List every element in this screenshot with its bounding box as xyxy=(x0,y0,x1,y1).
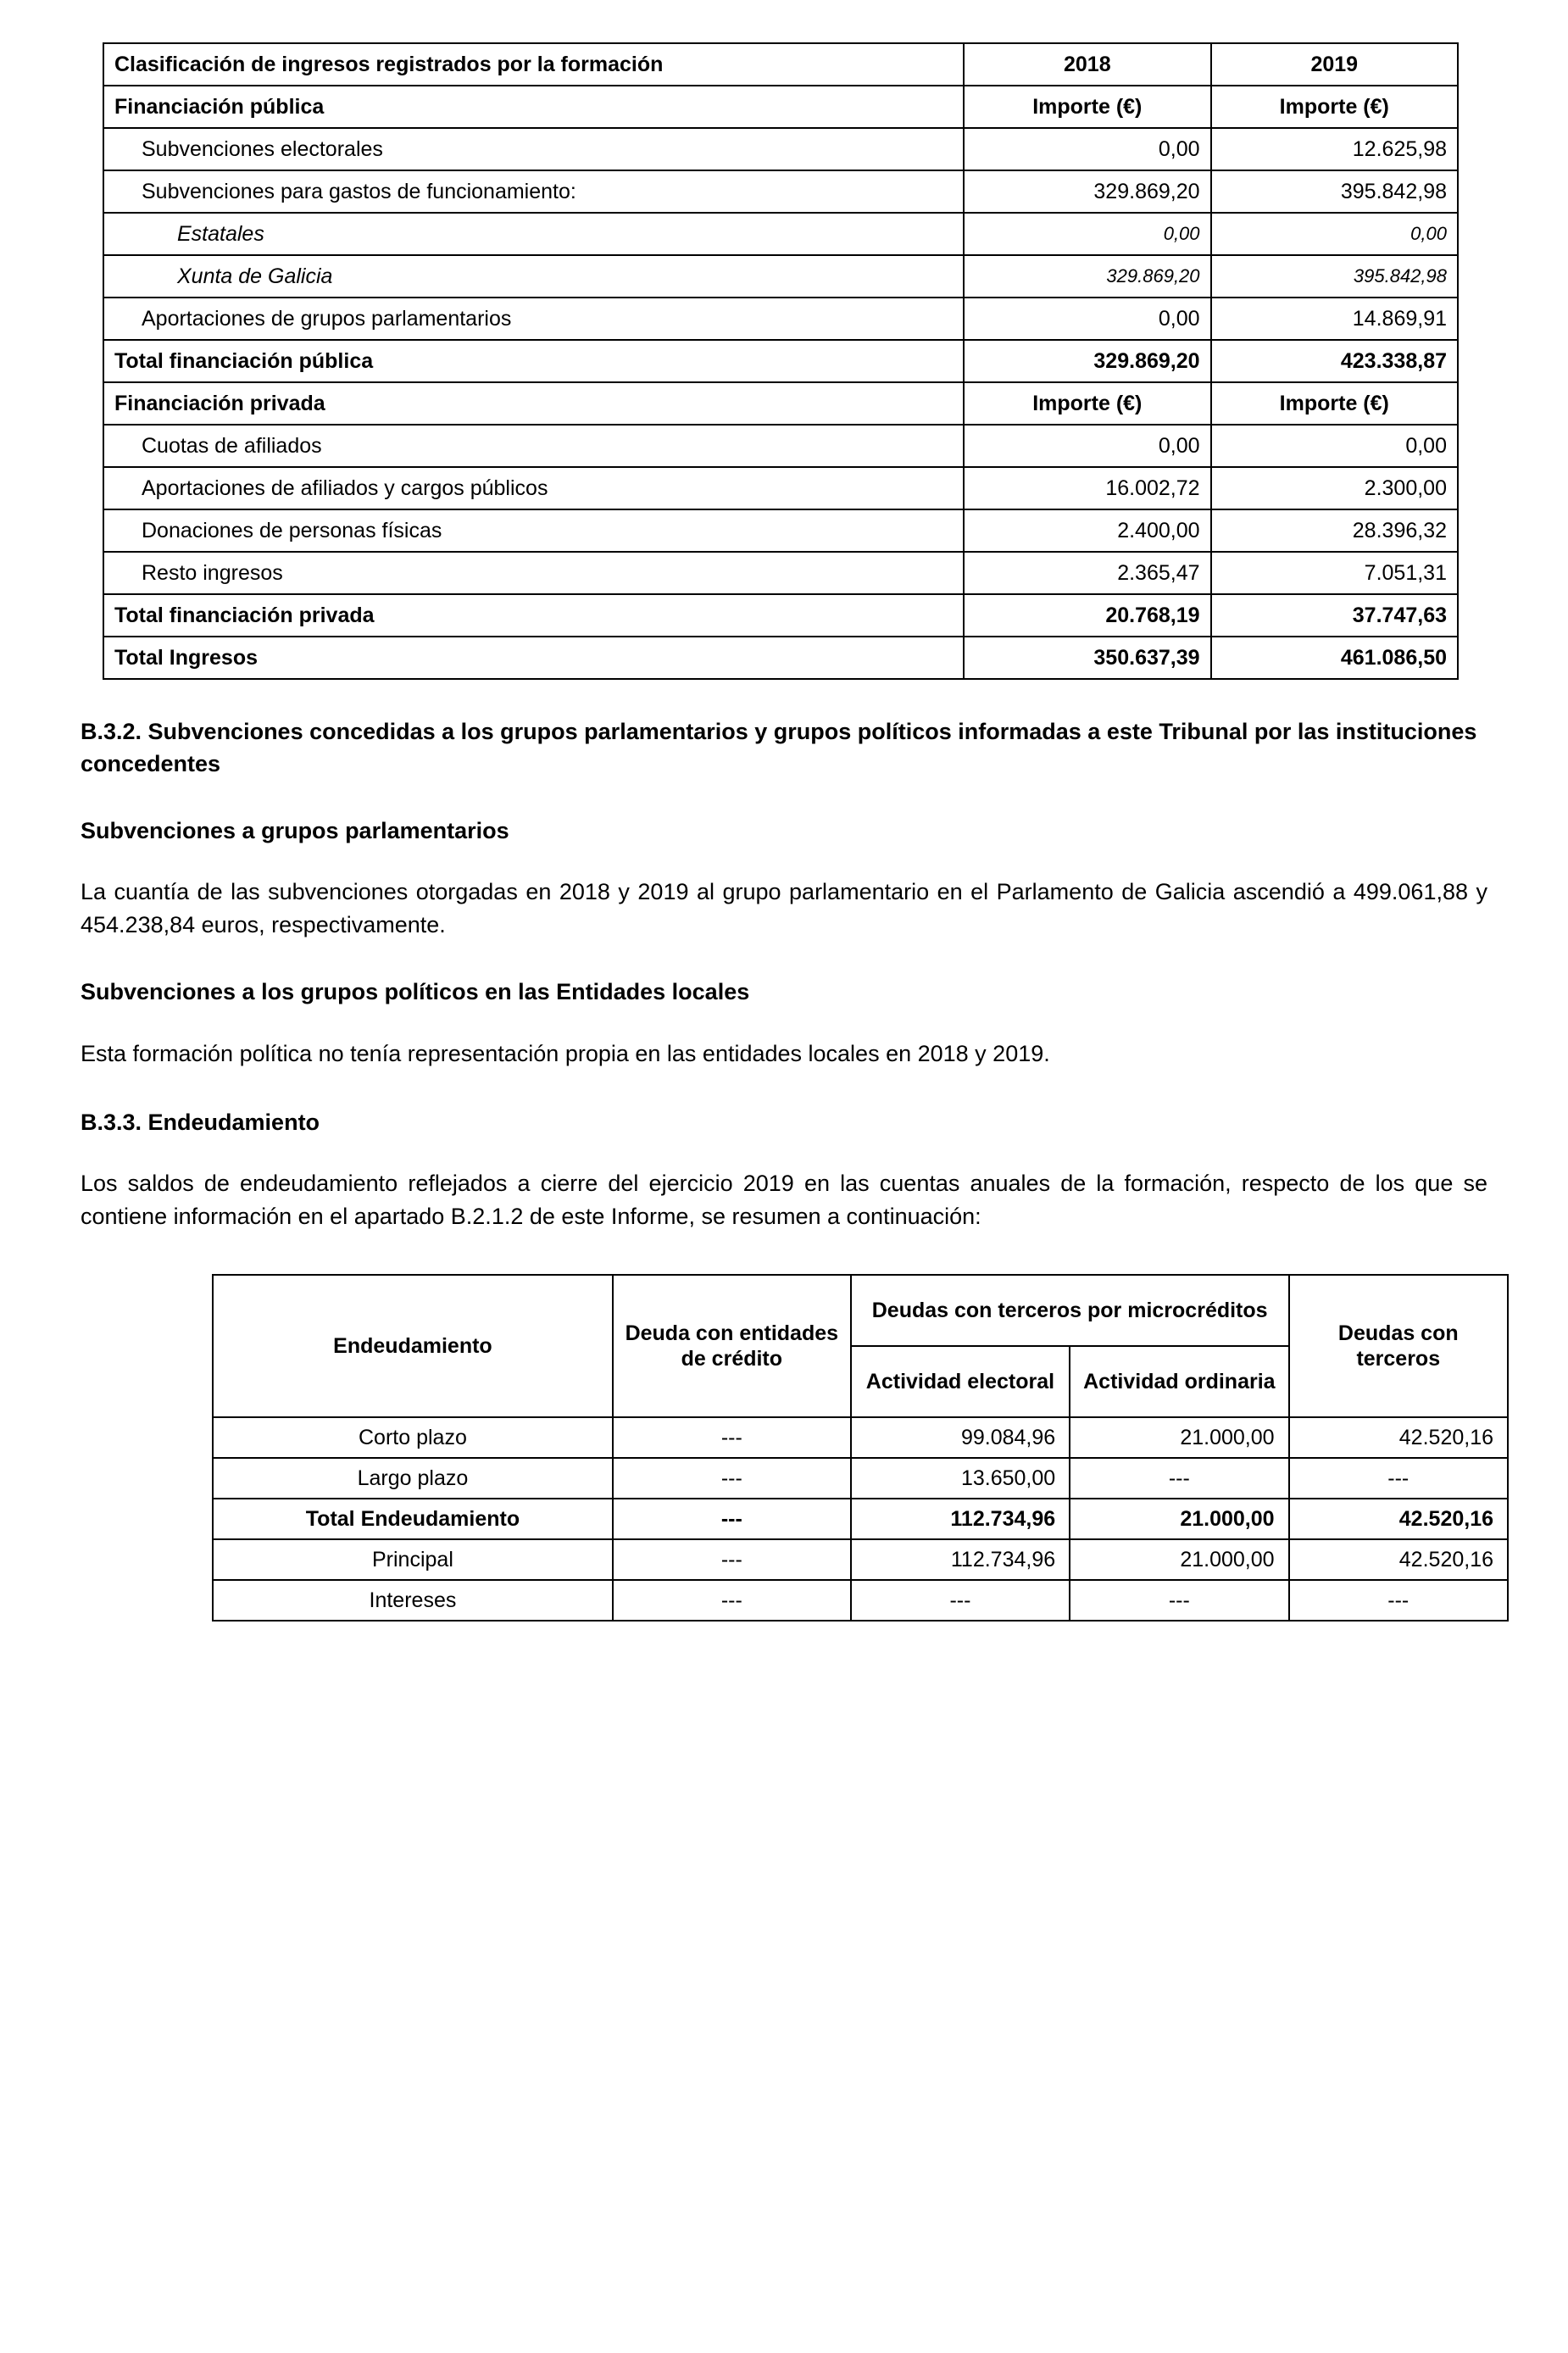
row-label: Total financiación pública xyxy=(103,340,964,382)
row-value-2018: 2.400,00 xyxy=(964,509,1210,552)
debt-header-microcreditos: Deudas con terceros por microcréditos xyxy=(851,1275,1289,1346)
row-label: Financiación pública xyxy=(103,86,964,128)
subheading-subvenciones-entidades-locales: Subvenciones a los grupos políticos en las Entidades locales xyxy=(81,979,750,1005)
table-row xyxy=(103,255,1458,298)
debt-row-label: Largo plazo xyxy=(213,1458,613,1499)
row-label: Aportaciones de afiliados y cargos públicos xyxy=(103,467,964,509)
debt-header-deudas-terceros: Deudas con terceros xyxy=(1289,1275,1508,1417)
row-label: Donaciones de personas físicas xyxy=(103,509,964,552)
row-label: Subvenciones electorales xyxy=(103,128,964,170)
table-row xyxy=(103,213,1458,255)
debt-header-endeudamiento: Endeudamiento xyxy=(213,1275,613,1417)
debt-row-label: Total Endeudamiento xyxy=(213,1499,613,1539)
row-value-2019: 37.747,63 xyxy=(1211,594,1458,637)
table-row xyxy=(213,1499,1508,1539)
debt-row-ordinaria: --- xyxy=(1070,1458,1288,1499)
row-value-2018: Importe (€) xyxy=(964,382,1210,425)
row-value-2019: 2.300,00 xyxy=(1211,467,1458,509)
debt-table-head xyxy=(213,1275,1508,1417)
income-table-header-row xyxy=(103,43,1458,86)
debt-row-ordinaria: 21.000,00 xyxy=(1070,1539,1288,1580)
paragraph-endeudamiento: Los saldos de endeudamiento reflejados a cierre del ejercicio 2019 en las cuentas anuales de la formación, respecto de los que se contiene información en el apartado B.2.1.2 de este Informe, se resumen a continuación: xyxy=(81,1171,1487,1230)
debt-header-actividad-electoral: Actividad electoral xyxy=(851,1346,1070,1417)
debt-table-body xyxy=(213,1417,1508,1621)
income-header-2018: 2018 xyxy=(964,43,1210,86)
debt-row-entidades: --- xyxy=(613,1580,851,1621)
row-value-2018: 0,00 xyxy=(964,425,1210,467)
table-row xyxy=(103,594,1458,637)
row-value-2018: 329.869,20 xyxy=(964,255,1210,298)
table-row xyxy=(103,86,1458,128)
table-row xyxy=(103,382,1458,425)
row-value-2018: 0,00 xyxy=(964,298,1210,340)
row-value-2019: 0,00 xyxy=(1211,425,1458,467)
debt-row-ordinaria: --- xyxy=(1070,1580,1288,1621)
row-value-2019: Importe (€) xyxy=(1211,382,1458,425)
row-value-2019: 395.842,98 xyxy=(1211,170,1458,213)
income-table xyxy=(103,42,1459,680)
paragraph-subvenciones-grupos-parlamentarios: La cuantía de las subvenciones otorgadas en 2018 y 2019 al grupo parlamentario en el Parlamento de Galicia ascendió a 499.061,88 y 454.238,84 euros, respectivamente. xyxy=(81,878,1487,938)
section-heading-b333: B.3.3. Endeudamiento xyxy=(81,1109,320,1135)
debt-row-electoral: 99.084,96 xyxy=(851,1417,1070,1458)
row-value-2019: 423.338,87 xyxy=(1211,340,1458,382)
row-value-2018: 350.637,39 xyxy=(964,637,1210,679)
debt-row-terceros: 42.520,16 xyxy=(1289,1417,1508,1458)
debt-row-entidades: --- xyxy=(613,1539,851,1580)
debt-row-label: Intereses xyxy=(213,1580,613,1621)
debt-row-terceros: 42.520,16 xyxy=(1289,1499,1508,1539)
row-label: Estatales xyxy=(103,213,964,255)
table-row xyxy=(103,170,1458,213)
paragraph-subvenciones-entidades-locales: Esta formación política no tenía representación propia en las entidades locales en 2018 y 2019. xyxy=(81,1040,1050,1066)
row-label: Subvenciones para gastos de funcionamiento: xyxy=(103,170,964,213)
debt-row-entidades: --- xyxy=(613,1417,851,1458)
table-row xyxy=(103,552,1458,594)
debt-row-ordinaria: 21.000,00 xyxy=(1070,1417,1288,1458)
row-label: Total Ingresos xyxy=(103,637,964,679)
debt-row-terceros: --- xyxy=(1289,1580,1508,1621)
debt-row-electoral: --- xyxy=(851,1580,1070,1621)
debt-row-terceros: --- xyxy=(1289,1458,1508,1499)
table-row xyxy=(213,1539,1508,1580)
income-header-label: Clasificación de ingresos registrados por la formación xyxy=(103,43,964,86)
row-label: Cuotas de afiliados xyxy=(103,425,964,467)
row-label: Aportaciones de grupos parlamentarios xyxy=(103,298,964,340)
debt-table-header-row-1 xyxy=(213,1275,1508,1346)
row-value-2019: 28.396,32 xyxy=(1211,509,1458,552)
table-row xyxy=(103,509,1458,552)
row-value-2018: 16.002,72 xyxy=(964,467,1210,509)
row-value-2018: Importe (€) xyxy=(964,86,1210,128)
debt-header-deuda-entidades: Deuda con entidades de crédito xyxy=(613,1275,851,1417)
row-value-2019: 0,00 xyxy=(1211,213,1458,255)
row-value-2018: 20.768,19 xyxy=(964,594,1210,637)
row-value-2019: Importe (€) xyxy=(1211,86,1458,128)
table-row xyxy=(103,637,1458,679)
table-row xyxy=(213,1417,1508,1458)
section-heading-b332: B.3.2. Subvenciones concedidas a los grupos parlamentarios y grupos políticos informadas a este Tribunal por las instituciones concedentes xyxy=(81,719,1477,777)
row-value-2018: 0,00 xyxy=(964,213,1210,255)
row-value-2018: 329.869,20 xyxy=(964,170,1210,213)
subheading-subvenciones-grupos-parlamentarios: Subvenciones a grupos parlamentarios xyxy=(81,817,509,843)
debt-row-electoral: 112.734,96 xyxy=(851,1539,1070,1580)
debt-row-label: Corto plazo xyxy=(213,1417,613,1458)
debt-row-terceros: 42.520,16 xyxy=(1289,1539,1508,1580)
row-value-2019: 395.842,98 xyxy=(1211,255,1458,298)
table-row xyxy=(103,467,1458,509)
debt-row-entidades: --- xyxy=(613,1499,851,1539)
table-row xyxy=(213,1580,1508,1621)
row-value-2019: 14.869,91 xyxy=(1211,298,1458,340)
table-row xyxy=(103,128,1458,170)
debt-header-actividad-ordinaria: Actividad ordinaria xyxy=(1070,1346,1288,1417)
row-value-2019: 12.625,98 xyxy=(1211,128,1458,170)
table-row xyxy=(103,425,1458,467)
row-label: Xunta de Galicia xyxy=(103,255,964,298)
row-value-2018: 0,00 xyxy=(964,128,1210,170)
row-value-2018: 329.869,20 xyxy=(964,340,1210,382)
table-row xyxy=(103,340,1458,382)
row-label: Financiación privada xyxy=(103,382,964,425)
row-label: Total financiación privada xyxy=(103,594,964,637)
row-value-2019: 7.051,31 xyxy=(1211,552,1458,594)
debt-row-ordinaria: 21.000,00 xyxy=(1070,1499,1288,1539)
debt-row-entidades: --- xyxy=(613,1458,851,1499)
row-value-2019: 461.086,50 xyxy=(1211,637,1458,679)
debt-row-label: Principal xyxy=(213,1539,613,1580)
debt-row-electoral: 13.650,00 xyxy=(851,1458,1070,1499)
row-value-2018: 2.365,47 xyxy=(964,552,1210,594)
table-row xyxy=(103,298,1458,340)
income-header-2019: 2019 xyxy=(1211,43,1458,86)
debt-row-electoral: 112.734,96 xyxy=(851,1499,1070,1539)
table-row xyxy=(213,1458,1508,1499)
debt-table xyxy=(212,1274,1509,1622)
row-label: Resto ingresos xyxy=(103,552,964,594)
income-table-body xyxy=(103,43,1458,679)
